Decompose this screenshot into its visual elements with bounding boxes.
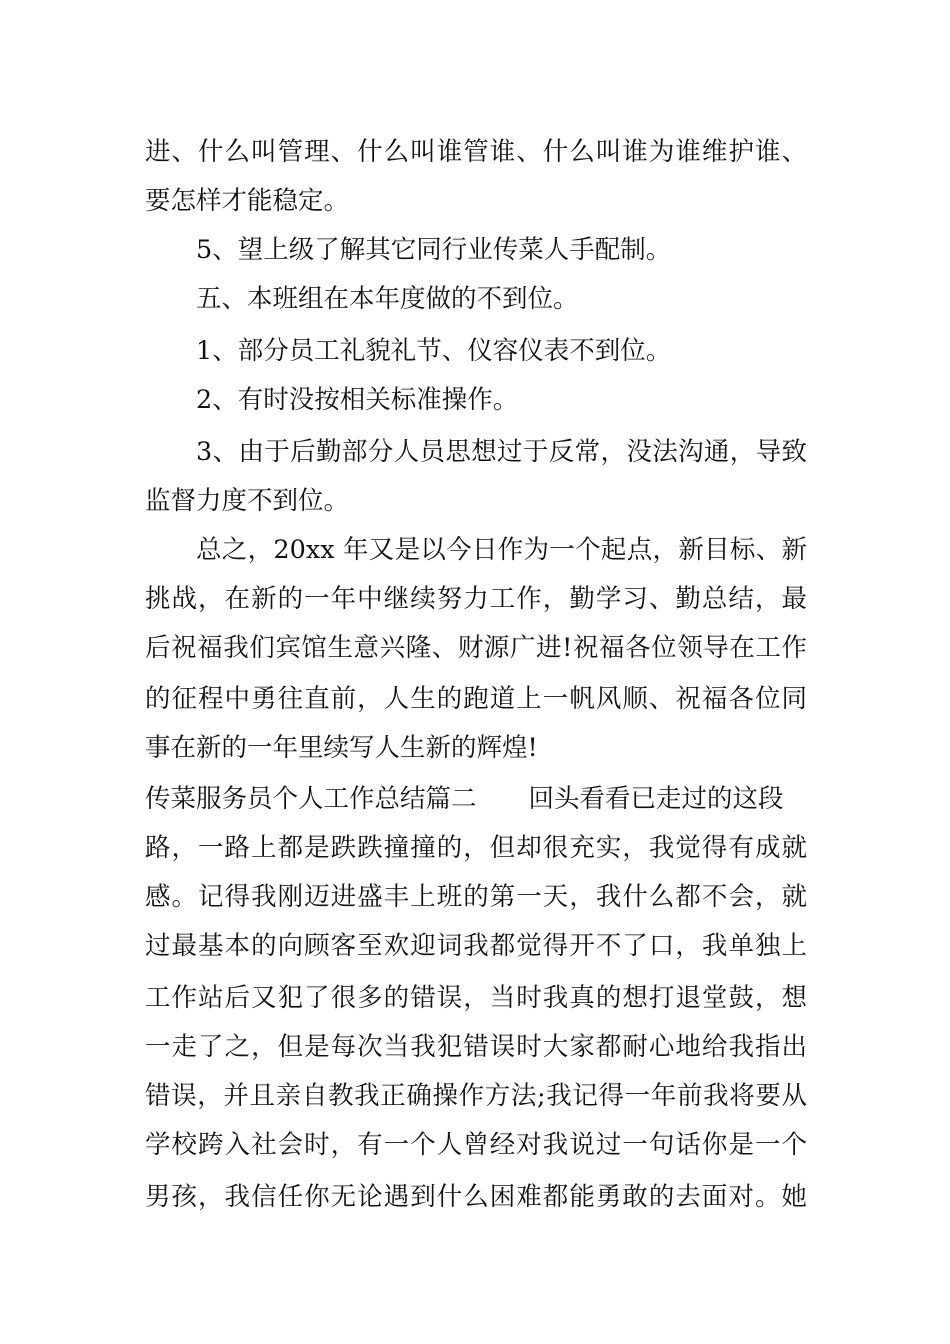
text-line: 要怎样才能稳定。 xyxy=(145,186,350,216)
text-line: 总之，20xx 年又是以今日作为一个起点，新目标、新 xyxy=(196,535,807,565)
section-heading: 传菜服务员个人工作总结篇二 xyxy=(145,784,477,814)
text-line: 路，一路上都是跌跌撞撞的，但却很充实，我觉得有成就 xyxy=(145,833,807,863)
text-line: 监督力度不到位。 xyxy=(145,486,350,516)
list-item: 5、望上级了解其它同行业传菜人手配制。 xyxy=(196,235,672,265)
text-line: 的征程中勇往直前，人生的跑道上一帆风顺、祝福各位同 xyxy=(145,684,807,714)
text-line: 事在新的一年里续写人生新的辉煌! xyxy=(145,733,538,763)
text-line: 挑战，在新的一年中继续努力工作，勤学习、勤总结，最 xyxy=(145,584,807,614)
text-line: 后祝福我们宾馆生意兴隆、财源广进!祝福各位领导在工作 xyxy=(145,633,807,663)
text-line: 进、什么叫管理、什么叫谁管谁、什么叫谁为谁维护谁、 xyxy=(145,137,807,167)
text-line: 感。记得我刚迈进盛丰上班的第一天，我什么都不会，就 xyxy=(145,882,807,912)
text-line: 一走了之，但是每次当我犯错误时大家都耐心地给我指出 xyxy=(145,1032,807,1062)
text-line: 过最基本的向顾客至欢迎词我都觉得开不了口，我单独上 xyxy=(145,931,807,961)
heading-line xyxy=(145,782,807,816)
text-line: 回头看看已走过的这段 xyxy=(528,784,784,814)
text-line: 男孩，我信任你无论遇到什么困难都能勇敢的去面对。她 xyxy=(145,1182,807,1212)
text-line: 学校跨入社会时，有一个人曾经对我说过一句话你是一个 xyxy=(145,1130,807,1160)
text-line: 错误，并且亲自教我正确操作方法;我记得一年前我将要从 xyxy=(145,1081,807,1111)
list-item: 1、部分员工礼貌礼节、仪容仪表不到位。 xyxy=(196,336,672,366)
text-line: 工作站后又犯了很多的错误，当时我真的想打退堂鼓，想 xyxy=(145,983,807,1013)
list-item: 3、由于后勤部分人员思想过于反常，没法沟通，导致 xyxy=(196,437,807,467)
section-subheading: 五、本班组在本年度做的不到位。 xyxy=(196,284,579,314)
list-item: 2、有时没按相关标准操作。 xyxy=(196,385,519,415)
